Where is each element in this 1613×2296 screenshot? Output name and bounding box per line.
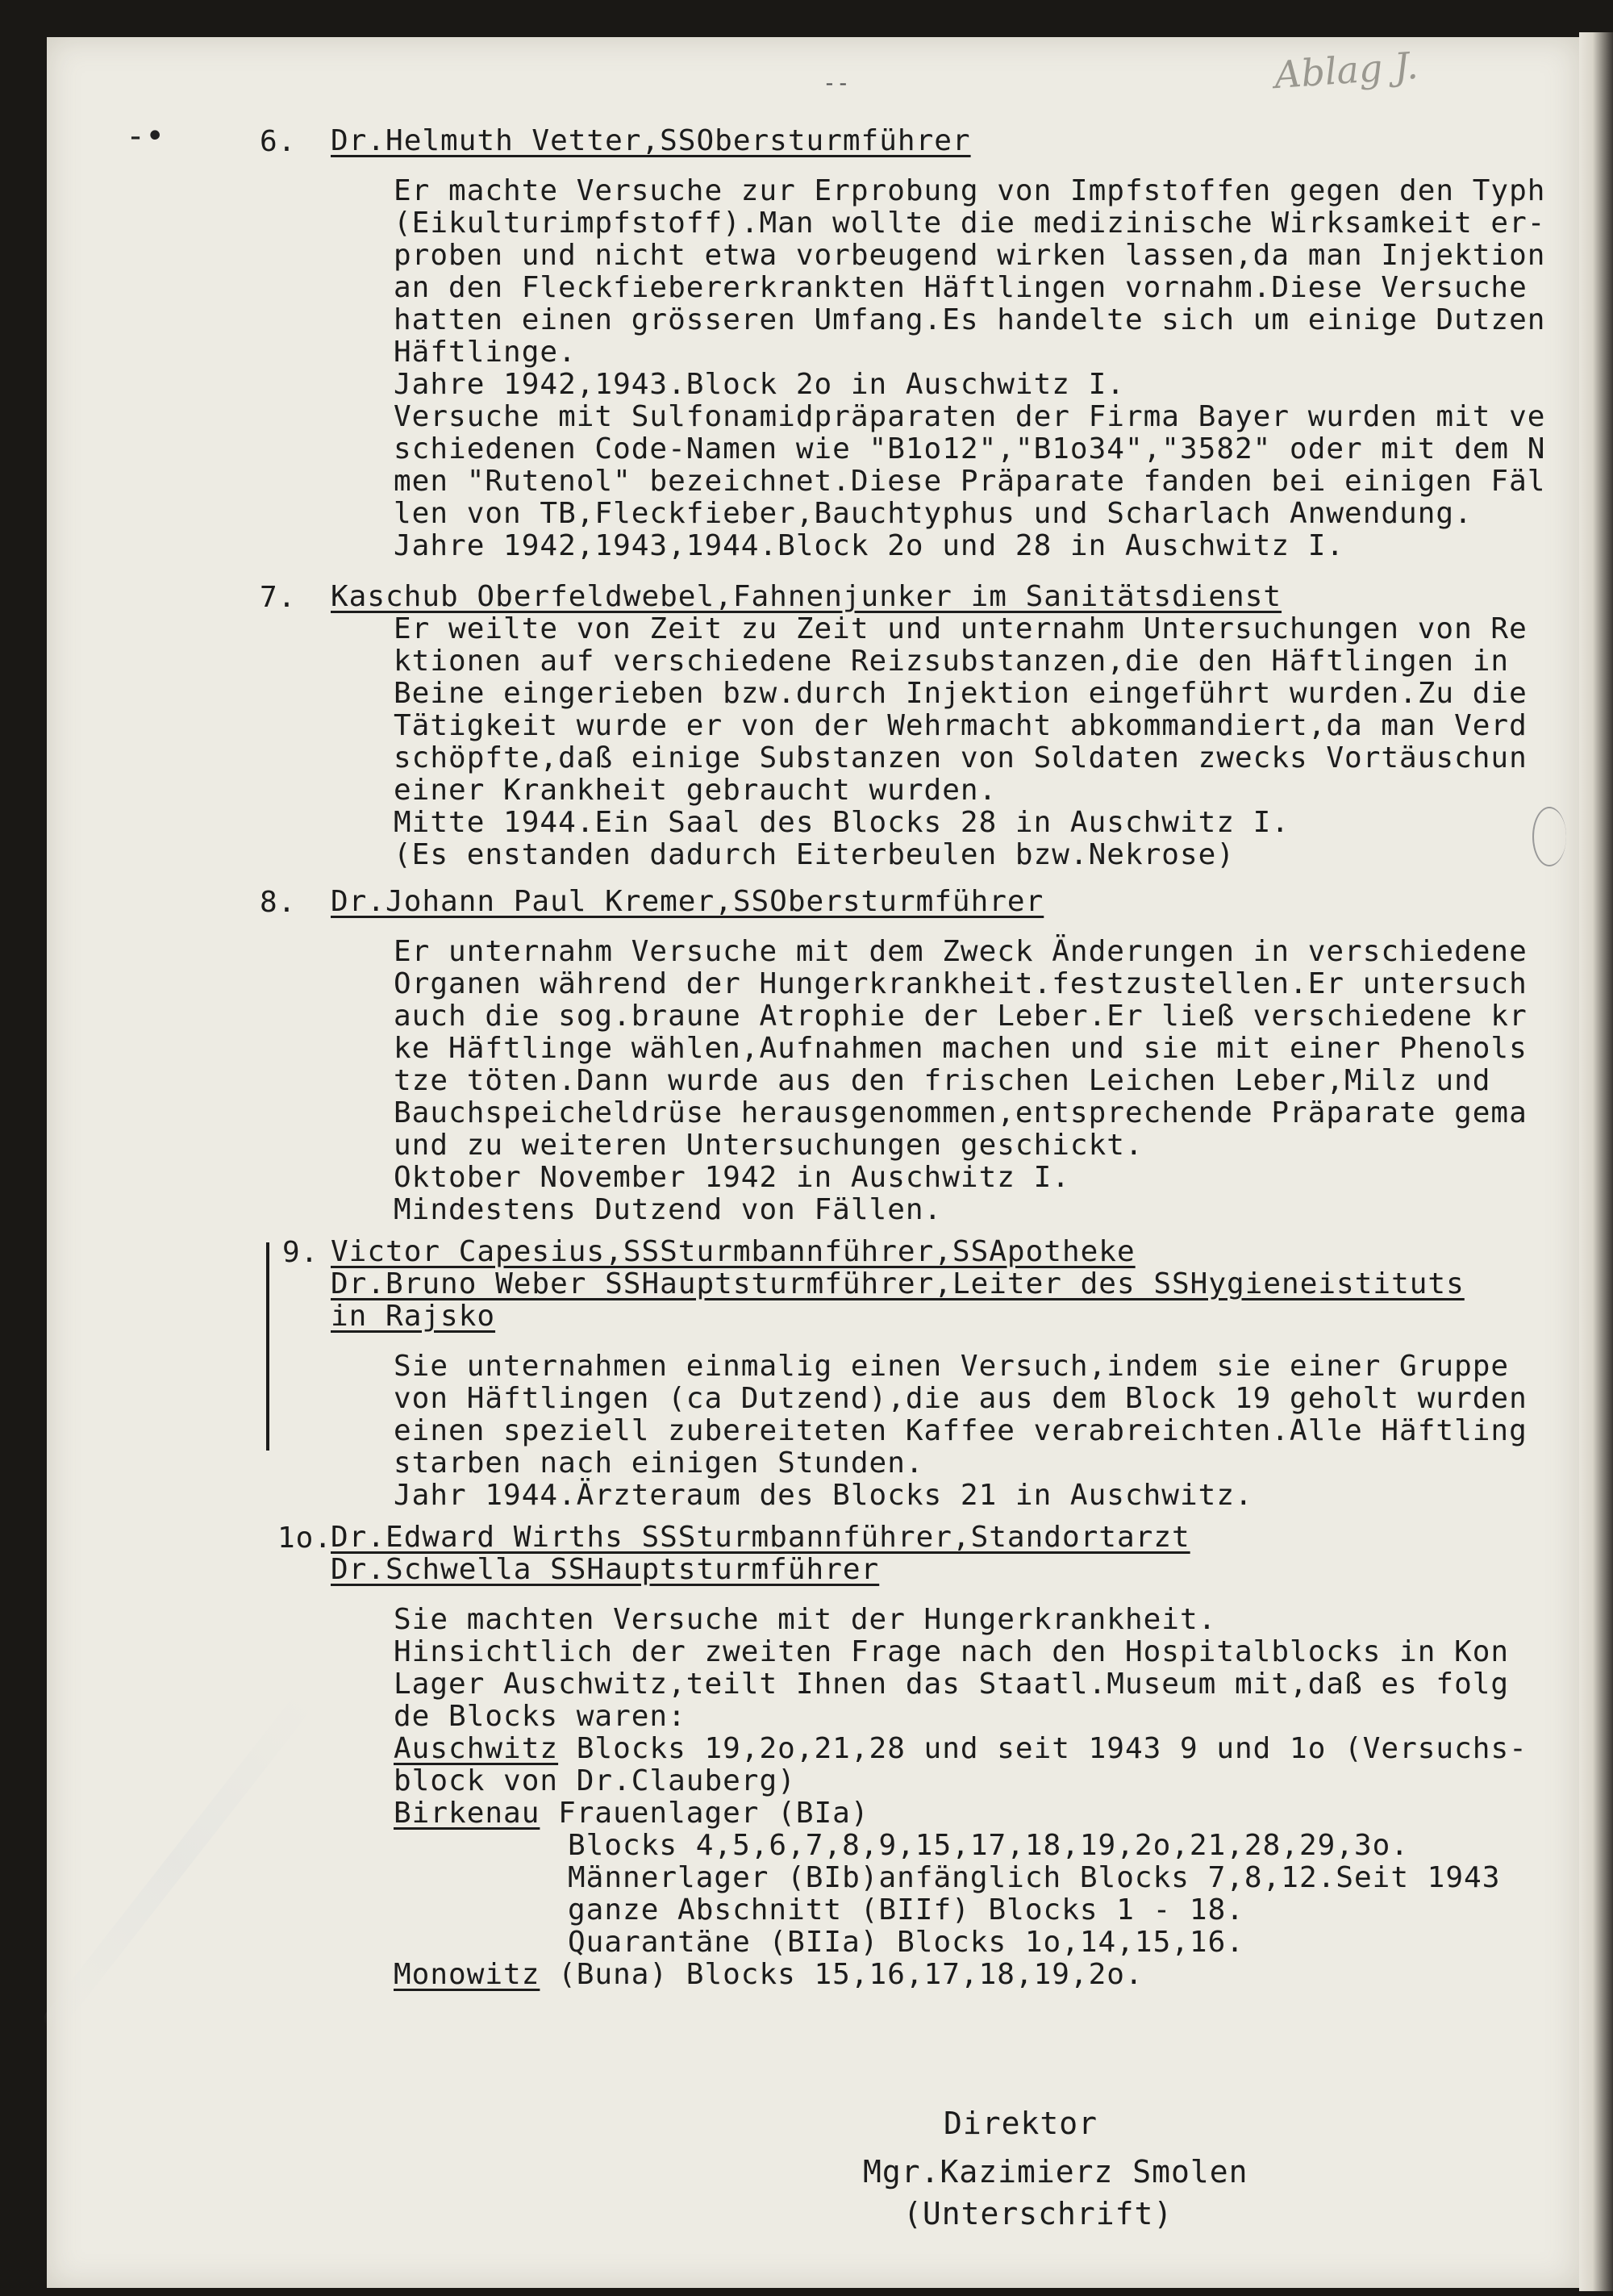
camp-line: Quarantäne (BIIa) Blocks 1o,14,15,16. [568, 1926, 1244, 1959]
body-line: an den Fleckfiebererkrankten Häftlingen vornahm.Diese Versuche [394, 271, 1528, 304]
camp-line: (Buna) Blocks 15,16,17,18,19,2o. [540, 1958, 1144, 1991]
next-page-edge [1579, 32, 1613, 2291]
margin-mark: -• [126, 118, 165, 155]
body-line: Er unternahm Versuche mit dem Zweck Änderungen in verschiedene [394, 935, 1528, 968]
body-line: und zu weiteren Untersuchungen geschickt. [394, 1129, 1144, 1162]
body-line: ke Häftlinge wählen,Aufnahmen machen und sie mit einer Phenols [394, 1032, 1528, 1065]
camp-label: Birkenau [394, 1797, 540, 1830]
body-line: starben nach einigen Stunden. [394, 1446, 924, 1480]
entry-10 [266, 1522, 1573, 1991]
entry-body [329, 1350, 1573, 1512]
body-line: Mitte 1944.Ein Saal des Blocks 28 in Auschwitz I. [394, 806, 1290, 839]
entry-heading: Dr.Helmuth Vetter,SSObersturmführer [331, 124, 971, 157]
entry-8 [260, 885, 1573, 1226]
entry-body [329, 175, 1573, 562]
body-line: Sie unternahmen einmalig einen Versuch,indem sie einer Gruppe [394, 1350, 1510, 1383]
camp-line: Frauenlager (BIa) [540, 1797, 869, 1830]
body-line: len von TB,Fleckfieber,Bauchtyphus und Scharlach Anwendung. [394, 497, 1473, 530]
camp-monowitz [394, 1959, 1573, 1991]
camp-label: Monowitz [394, 1958, 540, 1991]
signature-title: Direktor [944, 2106, 1098, 2141]
entry-heading: Dr.Edward Wirths SSSturmbannführer,Standortarzt [331, 1521, 1190, 1554]
body-line: schöpfte,daß einige Substanzen von Soldaten zwecks Vortäuschun [394, 741, 1528, 774]
entry-heading: Dr.Bruno Weber SSHauptsturmführer,Leiter des SSHygieneistituts [331, 1267, 1465, 1300]
body-line: Jahr 1944.Ärzteraum des Blocks 21 in Auschwitz. [394, 1479, 1253, 1512]
body-line: Hinsichtlich der zweiten Frage nach den Hospitalblocks in Kon [394, 1635, 1510, 1668]
entry-heading: Kaschub Oberfeldwebel,Fahnenjunker im Sanitätsdienst [331, 580, 1282, 613]
body-line: hatten einen grösseren Umfang.Es handelte sich um einige Dutzen [394, 303, 1546, 336]
body-line: Er machte Versuche zur Erprobung von Impfstoffen gegen den Typh [394, 174, 1546, 207]
body-line: Sie machten Versuche mit der Hungerkrankheit. [394, 1603, 1217, 1636]
entry-heading: Victor Capesius,SSSturmbannführer,SSApotheke [331, 1235, 1136, 1268]
body-line: Jahre 1942,1943.Block 2o in Auschwitz I. [394, 368, 1125, 401]
body-line: (Es enstanden dadurch Eiterbeulen bzw.Nekrose) [394, 838, 1235, 871]
top-mark: -‐ [823, 69, 850, 96]
camp-line: ganze Abschnitt (BIIf) Blocks 1 - 18. [568, 1893, 1244, 1927]
body-line: Oktober November 1942 in Auschwitz I. [394, 1161, 1070, 1194]
entry-7 [260, 580, 1573, 871]
camp-line: block von Dr.Clauberg) [394, 1764, 796, 1797]
entry-number: 9. [282, 1236, 319, 1269]
entry-number: 8. [260, 886, 297, 919]
body-line: men "Rutenol" bezeichnet.Diese Präparate fanden bei einigen Fäl [394, 465, 1546, 498]
entry-number: 6. [260, 125, 297, 158]
camp-line: Blocks 19,2o,21,28 und seit 1943 9 und 1o (Versuchs- [558, 1732, 1528, 1765]
entry-number: 7. [260, 581, 297, 614]
body-line: Lager Auschwitz,teilt Ihnen das Staatl.Museum mit,daß es folg [394, 1668, 1510, 1701]
body-line: Versuche mit Sulfonamidpräparaten der Firma Bayer wurden mit ve [394, 400, 1546, 433]
body-line: einen speziell zubereiteten Kaffee verabreichten.Alle Häftling [394, 1414, 1528, 1447]
body-line: Bauchspeicheldrüse herausgenommen,entsprechende Präparate gema [394, 1096, 1528, 1129]
entry-number: 1o. [277, 1522, 333, 1555]
signature-name: Mgr.Kazimierz Smolen [863, 2154, 1248, 2190]
entry-heading: Dr.Johann Paul Kremer,SSObersturmführer [331, 885, 1044, 918]
camp-line: Männerlager (BIb)anfänglich Blocks 7,8,12.Seit 1943 [568, 1861, 1501, 1894]
camp-label: Auschwitz [394, 1732, 559, 1765]
body-line: ktionen auf verschiedene Reizsubstanzen,die den Häftlingen in [394, 645, 1510, 678]
body-line: Häftlinge. [394, 336, 577, 369]
body-line: von Häftlingen (ca Dutzend),die aus dem Block 19 geholt wurden [394, 1382, 1528, 1415]
paper-mark [1532, 807, 1566, 866]
body-line: schiedenen Code-Namen wie "B1o12","B1o34","3582" oder mit dem N [394, 432, 1546, 465]
body-line: Jahre 1942,1943,1944.Block 2o und 28 in Auschwitz I. [394, 529, 1345, 562]
entry-heading: Dr.Schwella SSHauptsturmführer [331, 1553, 880, 1586]
body-line: de Blocks waren: [394, 1700, 686, 1733]
body-line: Er weilte von Zeit zu Zeit und unternahm Untersuchungen von Re [394, 612, 1528, 645]
body-line: Beine eingerieben bzw.durch Injektion eingeführt wurden.Zu die [394, 677, 1528, 710]
body-line: einer Krankheit gebraucht wurden. [394, 774, 998, 807]
handwritten-note: Ablag J. [1273, 43, 1420, 98]
body-line: proben und nicht etwa vorbeugend wirken lassen,da man Injektion [394, 239, 1546, 272]
signature-note: (Unterschrift) [903, 2196, 1173, 2231]
entry-body [329, 613, 1573, 871]
camp-auschwitz [394, 1733, 1573, 1797]
body-line: tze töten.Dann wurde aus den frischen Leichen Leber,Milz und [394, 1064, 1491, 1097]
entry-body [329, 1604, 1573, 1991]
body-line: (Eikulturimpfstoff).Man wollte die medizinische Wirksamkeit er- [394, 207, 1546, 240]
body-line: Tätigkeit wurde er von der Wehrmacht abkommandiert,da man Verd [394, 709, 1528, 742]
entry-body [329, 936, 1573, 1226]
body-line: auch die sog.braune Atrophie der Leber.Er ließ verschiedene kr [394, 1000, 1528, 1033]
camp-birkenau [394, 1797, 1573, 1959]
entry-heading: in Rajsko [331, 1300, 496, 1333]
body-line: Mindestens Dutzend von Fällen. [394, 1193, 943, 1226]
entry-6 [260, 124, 1573, 562]
entry-9 [266, 1236, 1573, 1512]
body-line: Organen während der Hungerkrankheit.festzustellen.Er untersuch [394, 967, 1528, 1000]
camp-line: Blocks 4,5,6,7,8,9,15,17,18,19,2o,21,28,29,3o. [568, 1829, 1409, 1862]
